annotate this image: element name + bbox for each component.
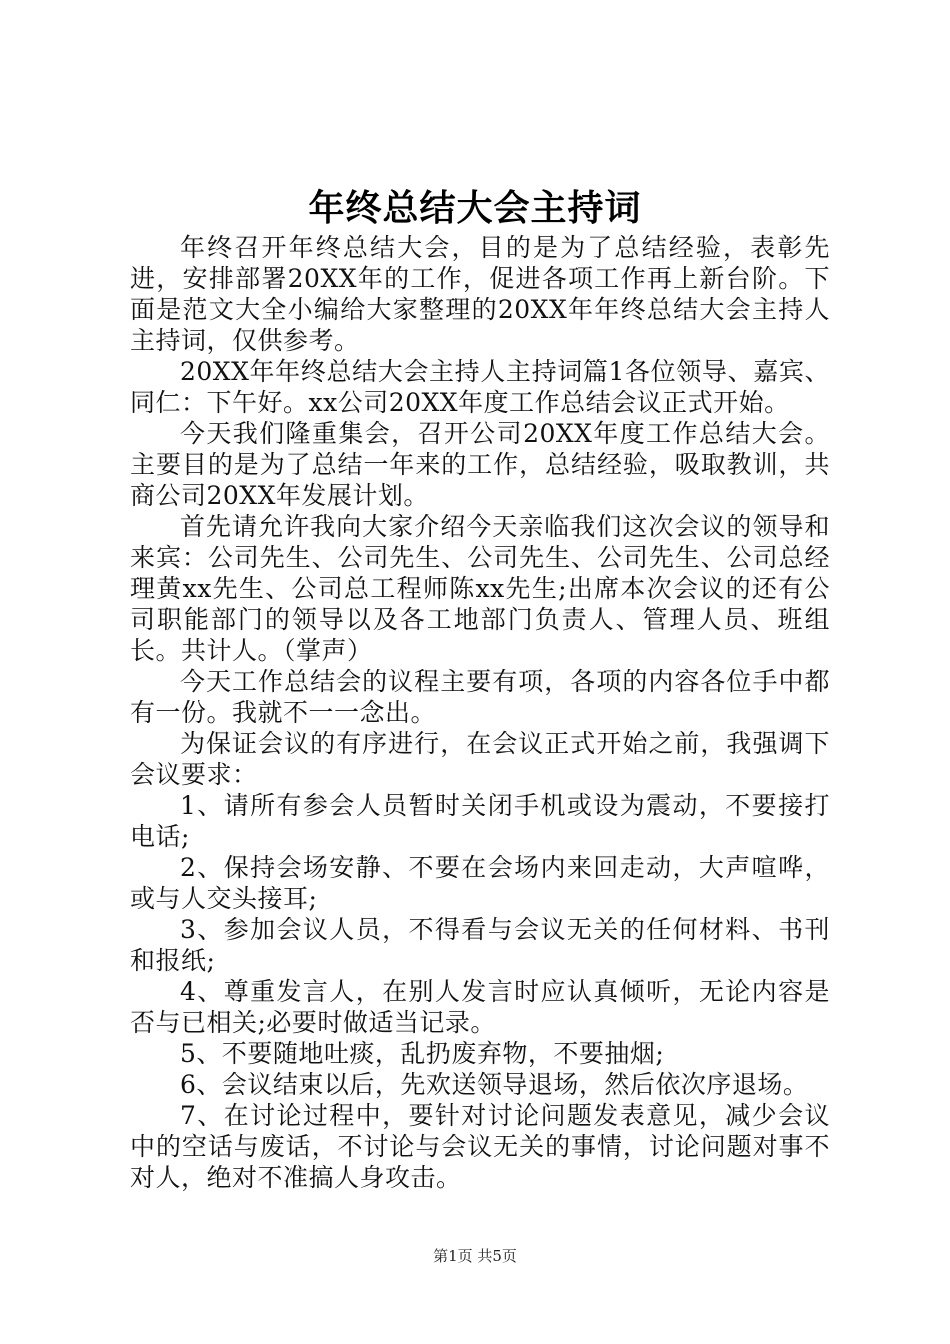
paragraph-agenda: 今天工作总结会的议程主要有项，各项的内容各位手中都有一份。我就不一一念出。	[130, 667, 830, 727]
paragraph-requirements: 为保证会议的有序进行，在会议正式开始之前，我强调下会议要求：	[130, 729, 830, 789]
paragraph-intro: 年终召开年终总结大会，目的是为了总结经验，表彰先进，安排部署20XX年的工作，促进各项工作再上新台阶。下面是范文大全小编给大家整理的20XX年年终总结大会主持人主持词，仅供参考。	[130, 233, 830, 355]
rule-item-4: 4、尊重发言人，在别人发言时应认真倾听，无论内容是否与已相关;必要时做适当记录。	[130, 977, 830, 1037]
paragraph-guests: 首先请允许我向大家介绍今天亲临我们这次会议的领导和来宾：公司先生、公司先生、公司先生、公司先生、公司总经理黄xx先生、公司总工程师陈xx先生;出席本次会议的还有公司职能部门的领导以及各工地部门负责人、管理人员、班组长。共计人。（掌声）	[130, 512, 830, 665]
rule-item-6: 6、会议结束以后，先欢送领导退场，然后依次序退场。	[180, 1070, 809, 1099]
rule-item-1: 1、请所有参会人员暂时关闭手机或设为震动，不要接打电话;	[130, 791, 830, 851]
rule-item-7: 7、在讨论过程中，要针对讨论问题发表意见，减少会议中的空话与废话，不讨论与会议无关的事情，讨论问题对事不对人，绝对不准搞人身攻击。	[130, 1101, 830, 1192]
document-body	[130, 232, 830, 1193]
rule-item-2: 2、保持会场安静、不要在会场内来回走动，大声喧哗，或与人交头接耳;	[130, 853, 830, 913]
document-title: 年终总结大会主持词	[308, 187, 642, 229]
rule-item-5: 5、不要随地吐痰，乱扔废弃物，不要抽烟;	[180, 1039, 665, 1068]
page-number-footer: 第1页 共5页	[433, 1247, 517, 1265]
rule-item-3: 3、参加会议人员，不得看与会议无关的任何材料、书刊和报纸;	[130, 915, 830, 975]
paragraph-opening: 20XX年年终总结大会主持人主持词篇1各位领导、嘉宾、同仁：下午好。xx公司20XX年度工作总结会议正式开始。	[130, 357, 830, 417]
paragraph-purpose: 今天我们隆重集会，召开公司20XX年度工作总结大会。主要目的是为了总结一年来的工作，总结经验，吸取教训，共商公司20XX年发展计划。	[130, 419, 830, 510]
